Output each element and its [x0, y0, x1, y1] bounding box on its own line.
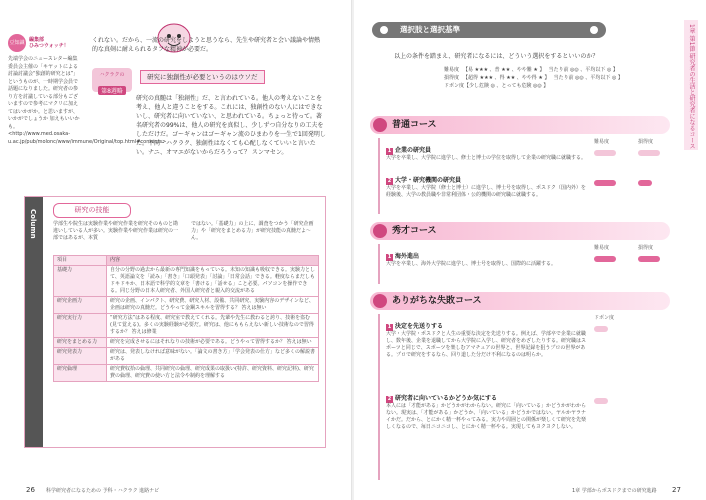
footer-left: 科学研究者になるための 予科・ハクラク 進路ナビ	[46, 488, 160, 494]
course-title: 秀才コース	[392, 226, 437, 236]
table-row: 研究企画力 研究の企画、インパクト、研究費、研究人材、設備、共同研究、実験内容のデザインなど、企画は研究の真髄だ。どうやって金鋼スキルを習得する？ 答えは無い	[54, 297, 319, 314]
hakura-label	[92, 68, 132, 95]
banner-title: 選択肢と選択基準	[400, 25, 460, 34]
table-row: 研究をまとめる力 研究を完成させるにはそれなりの技術が必要である。どうやって習得するか？ 答えは無い	[54, 338, 319, 348]
course-icon	[373, 118, 387, 132]
col-benefit: 損得度	[638, 139, 654, 145]
right-intro: 以上の条件を踏まえ、研究者になるには、どういう選択をするといいのか？	[394, 53, 599, 60]
course-elite-box	[378, 244, 680, 284]
right-page	[354, 0, 706, 500]
list-item: 2 大学・研究機関の研究員 大学を卒業し、大学院（修士と博士）に進学し、博士号を取得し、ポスドク（国内外）を経験後、大学の教員職や非常利団体・公的機関の研究職に就職する。	[386, 177, 586, 198]
benefit-rating-icon	[638, 180, 652, 186]
table-header-row	[54, 256, 319, 266]
course-elite-header	[370, 222, 670, 240]
note-head-2: ひみつウォッチ！	[29, 43, 69, 49]
rating-row: 難易度 【易 ★★★ 、普 ★★ 、やや難 ★ 】 当たり前 ◎◎ 、平均以下 ◎ 】	[444, 67, 618, 73]
skills-table	[53, 255, 319, 382]
note-badge-icon: 豆知識	[8, 34, 26, 52]
rating-row: 損得度 【超得 ★★★ 、得 ★★ 、やや得 ★ 】 当たり前 ◎◎ 、平均以下 ◎ 】	[444, 75, 623, 81]
difficulty-rating-icon	[594, 180, 616, 186]
column-box	[24, 196, 326, 448]
column-intro-2: ではない。「基礎力」の上に、調査をつかう「研究企画力」や「研究をまとめる力」が研究技能の真髄だよ〜ん。	[191, 221, 314, 241]
course-icon	[373, 224, 387, 238]
section-title: 研究に独創性が必要というのはウソだ	[140, 70, 265, 84]
table-row: 研究発表力 研究は、発表しなければ意味がない。「論文の書き方」「学会発表の仕方」など多くの解説書がある	[54, 348, 319, 365]
column-intro-1: 学部生や院生は実験作業や研究作業を研究そのものと勘違いしている人が多い。実験作業や研究作業は研究の一部ではあるが、本質	[53, 221, 179, 241]
section-body: 研究の真髄は「独創性」だ、と言われている。他人の考えないことを考え、他人と違うことをする。これには、独創性のない人にはできないし、研究者に向いていない、と思われている。ちょっと待って。著名研究者の99%は、他人の研究を真似し、少しずつ自分なりの工夫をしただけだ。ゴーギャンはゴーギャン流のひまわりを一生で1回発明した。不同・ハクラク、独創性はなくても心配しなくていいと言いたい。ナニ、オマエがないからだろうって？ スンマセン。	[136, 95, 326, 156]
banner-dot-icon	[590, 26, 598, 34]
table-row: 基礎力 自分の分野の過去から最新の専門知識をもっている。未知の知識も吸収できる。実験力として、英語論文を「読み」「書き」「口頭発表」「討論」「日常会話」できる。軽度ならまだしもドキドキか、日本語で科学的文章を「書ける」「話せる」こと必要。パソコンを操作できる。同じ分野の日本人研究者、外国人研究者と親入的交流がある	[54, 266, 319, 297]
section-banner	[372, 22, 606, 38]
rating-row: ドボン度【少し危険 ◎ 、とっても危険 ◎◎ 】	[444, 83, 549, 89]
left-page	[0, 0, 352, 500]
note-badge	[8, 34, 80, 52]
course-title: 普通コース	[392, 120, 437, 130]
rating-legend	[444, 66, 654, 90]
footer-right: 1章 学部からポスドクまでの研究進路	[572, 488, 657, 494]
column-title: 研究の技能	[53, 203, 131, 218]
hakura-label-top: ハクラクの	[99, 72, 125, 78]
col-difficulty: 難易度	[594, 245, 610, 251]
list-item: 1 企業の研究員 大学を卒業し、大学院に進学し、修士と博士の学位を取得して企業の研究職に就職する。	[386, 147, 587, 161]
side-chapter-tab: 1章 第1節 研究者の生活と研究者になるコース	[684, 20, 698, 150]
risk-rating-icon	[594, 398, 608, 404]
course-icon	[373, 294, 387, 308]
list-item: 2 研究者に向いているかどうか気にする 本人には「才能がある」かどうかがわからない。研究に「向いている」かどうかがわからない。現実は、「才能がある」かどうか、「向いている」かどうかではない。ヤルかヤラナイかだ。だから、とにかく精一杯やってみる。実力や周囲との関係が楽しくて研究を先楽しくなるので、毎日ニコニコし、とにかく精一杯やる。実現してもヨクヨクしない。	[386, 395, 587, 430]
banner-dot-icon	[380, 26, 388, 34]
difficulty-rating-icon	[594, 256, 616, 262]
course-normal-box	[378, 138, 680, 214]
note-head-1: 編集部	[29, 37, 45, 43]
note-body: 先端学会のニュースレター編集委員会主催の「キヤットによる討論討議会“独創的研究とは”」というものが、一時期学会員で話題になりました。研究者の参り方を討議している部分もございますので参考にマクリに加えてはいかがか。と思いますが、いかがでしょうか 加えもいいかも。<http://www.med.osaka-u.ac.jp/pub/molonc/www/immune/Original/top.html#contents>	[8, 56, 167, 145]
list-item: 1 決定を先送りする 大学・大学院・ポスドクと人生の重要な決定を先送りする。例えば、学部卒で企業に就職し、数年後、企業を退職してから大学院に入学し、研究者をめざしたりする。研究職はスポーツと同じで、スポーツを楽しむアマチュアの世界と、世界記録を狙うプロの世界がある。プロで研究をするなら、回り道した分だけ不利になるのは明らか。	[386, 323, 587, 358]
table-row: 研究実行力 “研究方法”はある程度、研究室で教えてくれる。先輩や先生に教わると誇り、技術を盗む(見て覚える)。多くの実験経験が必要だ。研究は、他にももらえない新しい技術なので習得するか？ 答えは修業	[54, 314, 319, 338]
col-benefit: 損得度	[638, 245, 654, 251]
hakura-label-bottom: 第8週略	[98, 86, 126, 95]
table-row: 研究倫理 研究費収拾の倫理、共同研究の倫理、研究成果の取扱い(特許、研究資料、研究記料)、研究費の倫理、研究費の使い方と法令や制約を理解する	[54, 365, 319, 382]
benefit-rating-icon	[638, 256, 660, 262]
col-difficulty: 難易度	[594, 139, 610, 145]
col-risk: ドボン度	[594, 315, 615, 321]
course-failure-header	[370, 292, 670, 310]
benefit-rating-icon	[638, 150, 660, 156]
course-failure-box	[378, 314, 680, 480]
page-number-left: 26	[26, 486, 35, 494]
column-tab: Column	[25, 197, 43, 447]
risk-rating-icon	[594, 326, 608, 332]
difficulty-rating-icon	[594, 150, 616, 156]
intro-paragraph: くれない。だから、一流の研究をしようと思うなら、先生や研究者と会い議論や情熱的な真剣に耐えられるタフな精神が必要だ。	[92, 37, 321, 53]
course-normal-header	[370, 116, 670, 134]
course-title: ありがちな失敗コース	[392, 296, 482, 306]
table-header-key: 項目	[54, 256, 107, 266]
table-header-value: 内容	[107, 256, 319, 266]
page-number-right: 27	[672, 486, 681, 494]
list-item: 1 海外進出 大学を卒業し、海外大学院に進学し、博士号を取得し、国際的に活躍する。	[386, 253, 557, 267]
